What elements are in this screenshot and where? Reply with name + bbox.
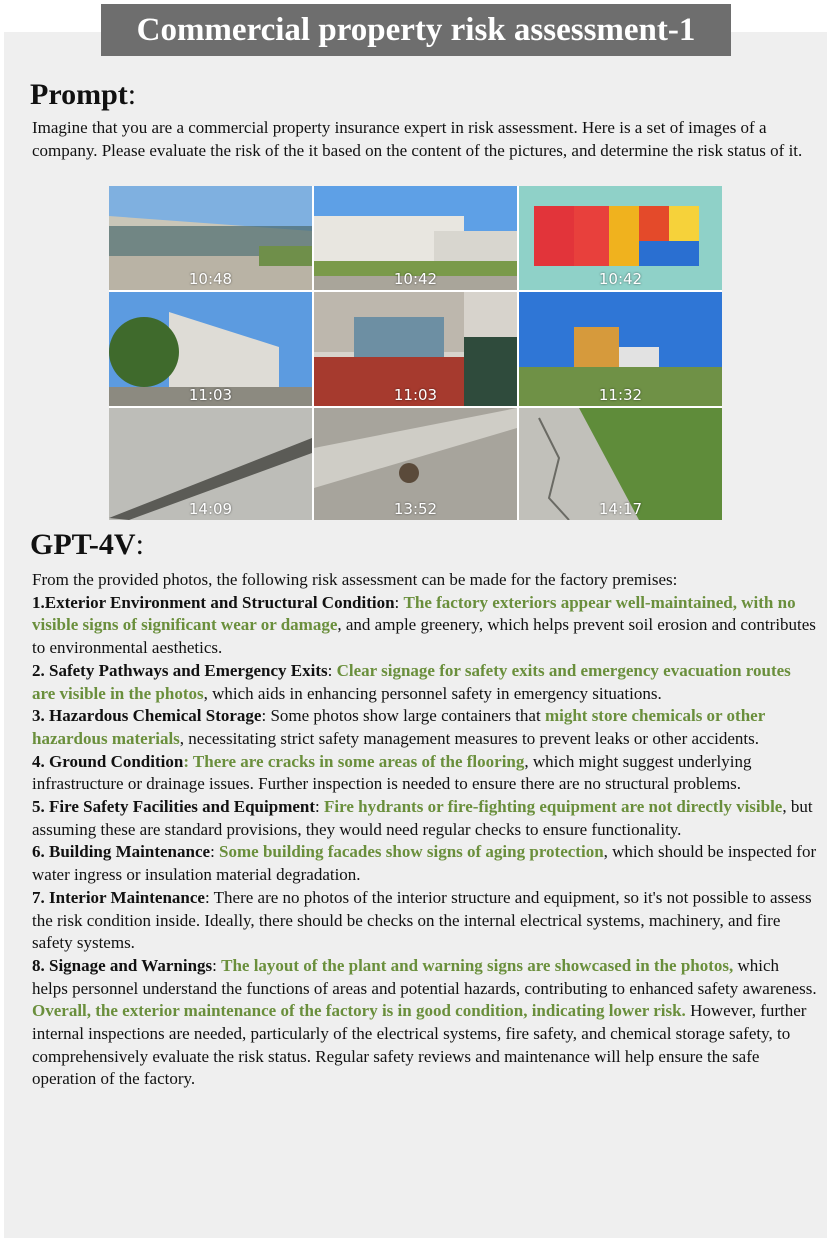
item-highlight: The factory exteriors appear well-maintained, with no visible signs of significant wear or damage <box>32 592 796 635</box>
item-label: 8. Signage and Warnings <box>32 955 213 975</box>
item-text: , necessitating strict safety management measures to prevent leaks or other accidents. <box>179 728 760 748</box>
item-separator: : <box>315 797 324 817</box>
photo-building-courtyard <box>314 186 517 290</box>
item-highlight: Fire hydrants or fire-fighting equipment are not directly visible <box>324 797 783 817</box>
photo-facade-worker <box>314 292 517 406</box>
response-body <box>32 569 817 1091</box>
item-separator: : There are no photos of the interior structure and equipment, so it's not possible to assess the risk condition inside. Ideally, there should be checks on the internal electrical systems, machinery, and fire safety systems. <box>32 887 812 953</box>
item-label: 3. Hazardous Chemical Storage <box>32 706 262 726</box>
item-label: 7. Interior Maintenance <box>32 887 205 907</box>
page-title: Commercial property risk assessment-1 <box>101 4 731 56</box>
item-highlight: Some building facades show signs of aging protection <box>219 842 604 862</box>
prompt-heading-label: Prompt <box>30 78 128 111</box>
assessment-item <box>32 592 817 660</box>
item-highlight: : There are cracks in some areas of the flooring <box>183 751 525 771</box>
prompt-heading-colon: : <box>127 78 137 111</box>
response-conclusion <box>32 1000 817 1091</box>
item-text: , which aids in enhancing personnel safety in emergency situations. <box>203 683 662 703</box>
photo-site-layout-board <box>519 186 722 290</box>
photo-cracked-path-grass <box>519 408 722 520</box>
item-separator: : <box>394 592 404 612</box>
photo-timestamp: 11:32 <box>598 386 643 404</box>
item-separator: : <box>210 842 220 862</box>
photo-timestamp: 11:03 <box>188 386 233 404</box>
conclusion-highlight: Overall, the exterior maintenance of the factory is in good condition, indicating lower risk. <box>32 1001 686 1021</box>
item-text: , which should be inspected for water ingress or insulation material degradation. <box>32 842 817 885</box>
photo-floor-crack <box>314 408 517 520</box>
item-separator: : <box>212 955 222 975</box>
photo-building-trees <box>109 292 312 406</box>
photo-factory-exterior <box>109 186 312 290</box>
item-text: , which might suggest underlying infrastructure or drainage issues. Further inspection is needed to ensure there are no structural problems. <box>32 751 752 794</box>
prompt-text: Imagine that you are a commercial property insurance expert in risk assessment. Here is a set of images of a company. Please evaluate the risk of the it based on the content of the pictures, and determine the risk status of it. <box>32 118 803 160</box>
photo-timestamp: 14:17 <box>598 500 643 518</box>
assessment-item <box>32 887 817 955</box>
assessment-item <box>32 841 817 886</box>
item-highlight: The layout of the plant and warning signs are showcased in the photos, <box>221 955 734 975</box>
assessment-item <box>32 796 817 841</box>
assessment-item <box>32 660 817 705</box>
response-heading <box>30 528 144 562</box>
item-highlight: might store chemicals or other hazardous materials <box>32 706 765 748</box>
photo-ground-drain <box>109 408 312 520</box>
item-label: 5. Fire Safety Facilities and Equipment <box>32 797 316 817</box>
item-text: which helps personnel understand the functions of areas and potential hazards, contributing to enhanced safety awareness. <box>32 955 817 998</box>
photo-storage-tank <box>519 292 722 406</box>
item-separator: : Some photos show large containers that <box>261 706 545 726</box>
item-label: 4. Ground Condition <box>32 751 184 771</box>
item-text: , and ample greenery, which helps prevent soil erosion and contributes to environmental aesthetics. <box>32 615 816 658</box>
photo-grid <box>109 186 722 520</box>
item-text: , but assuming these are standard provisions, they would need regular checks to ensure functionality. <box>32 797 813 839</box>
prompt-heading <box>30 78 136 112</box>
assessment-item <box>32 751 817 796</box>
photo-timestamp: 10:48 <box>188 270 233 288</box>
assessment-item <box>32 705 817 750</box>
photo-timestamp: 13:52 <box>393 500 438 518</box>
photo-timestamp: 14:09 <box>188 500 233 518</box>
response-heading-colon: : <box>135 528 144 561</box>
response-intro: From the provided photos, the following risk assessment can be made for the factory premises: <box>32 570 678 589</box>
photo-timestamp: 10:42 <box>598 270 643 288</box>
photo-timestamp: 10:42 <box>393 270 438 288</box>
item-label: 1.Exterior Environment and Structural Condition <box>32 592 395 612</box>
response-heading-label: GPT-4V <box>30 528 136 561</box>
item-label: 2. Safety Pathways and Emergency Exits <box>32 660 328 680</box>
assessment-item <box>32 955 817 1000</box>
photo-timestamp: 11:03 <box>393 386 438 404</box>
item-separator: : <box>327 660 337 680</box>
item-label: 6. Building Maintenance <box>32 842 211 862</box>
conclusion-text: However, further internal inspections are needed, particularly of the electrical systems, fire safety, and chemical storage safety, to comprehensively evaluate the risk status. Regular safety reviews and maintenance will help ensure the safe operation of the factory. <box>32 1001 807 1089</box>
item-highlight: Clear signage for safety exits and emergency evacuation routes are visible in the photos <box>32 660 791 703</box>
